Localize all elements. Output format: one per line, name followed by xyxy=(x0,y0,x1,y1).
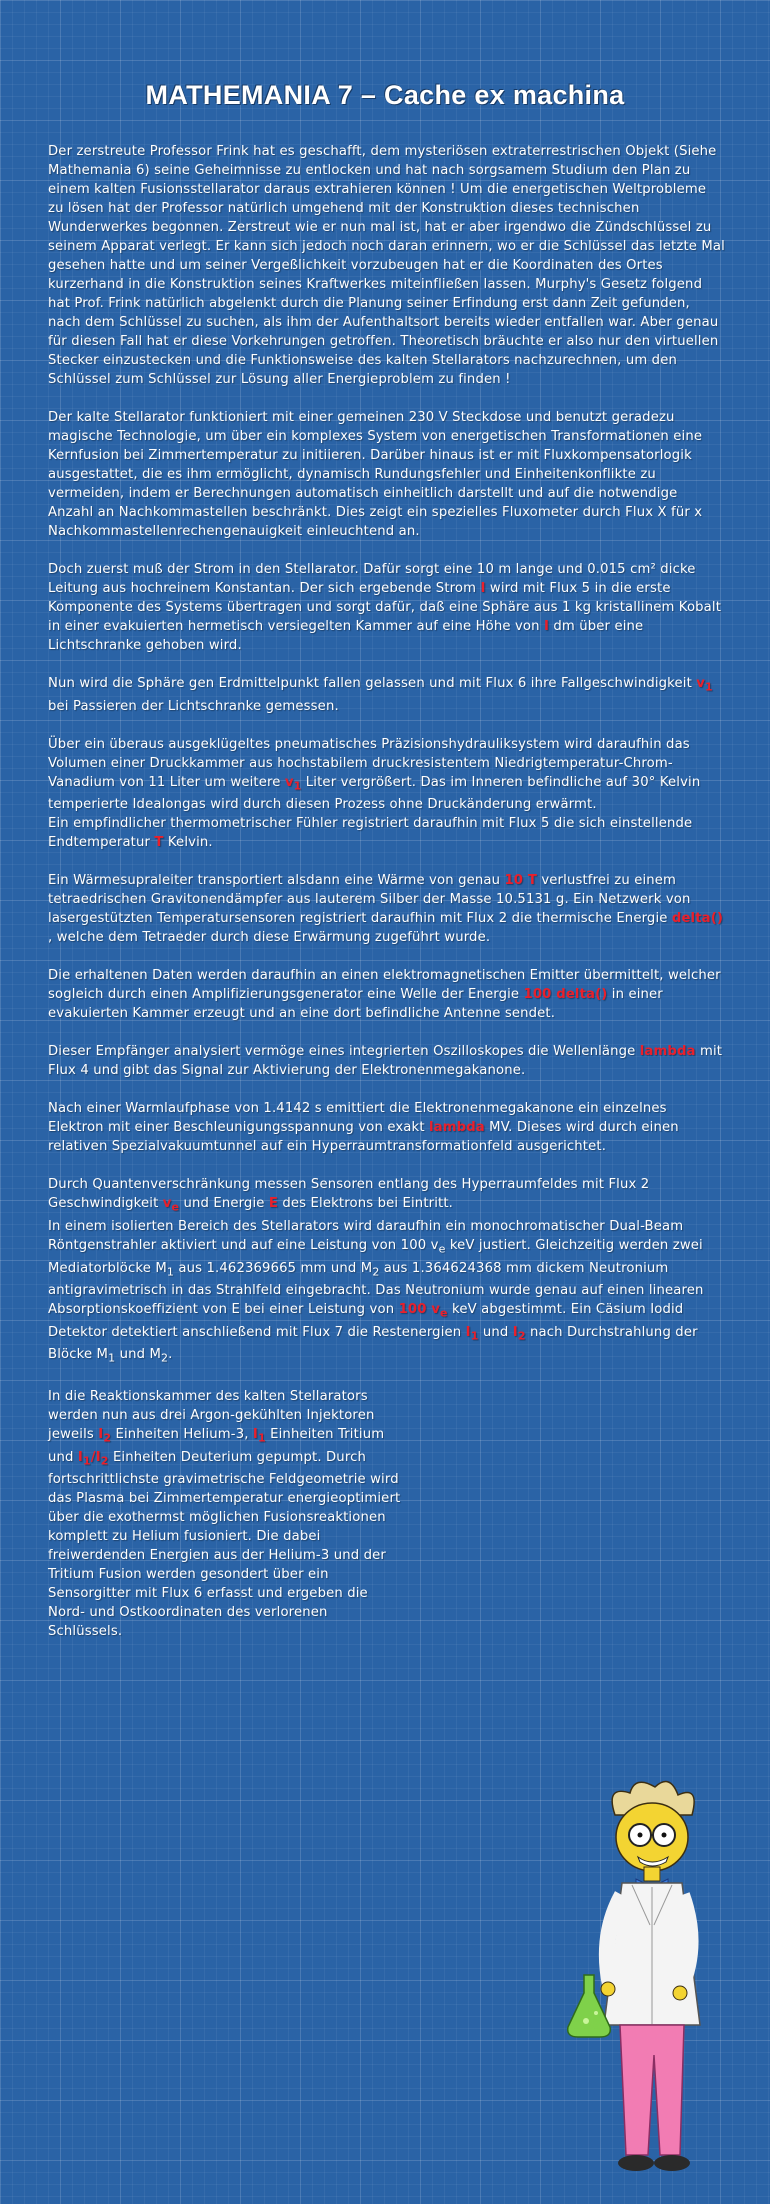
variable-rest-energy-2: $I_2$ xyxy=(512,1324,526,1343)
variable-delta: delta() xyxy=(671,911,724,927)
variable-wave-energy: 100 delta() xyxy=(523,987,608,1003)
stellarator-paragraph: Der kalte Stellarator funktioniert mit einer gemeinen 230 V Steckdose und benutzt geradezu magische Technologie, um über ein komplexes System von energetischen Transformationen eine Kernfusion bei Zimmertemperatur zu initiieren. Darüber hinaus ist er mit Fluxkompensatorlogik ausgestattet, die es ihm ermöglicht, dynamisch Rundungsfehler und Einheitenkonflikte zu vermeiden, indem er Berechnungen automatisch einheitlich darstellt und auf die notwendige Anzahl an Nachkommastellen beschränkt. Dies zeigt ein spezielles Fluxometer durch Flux X für x Nachkommastellenrechengenauigkeit einleuchtend an. xyxy=(48,410,703,539)
variable-power: 100 $v_e$ xyxy=(398,1302,448,1320)
receiver-paragraph: Dieser Empfänger analysiert vermöge eines integrierten Oszilloskopes die Wellenlänge lambda mit Flux 4 und gibt das Signal zur Aktivierung der Elektronenmegakanone. xyxy=(48,1044,723,1079)
variable-lambda: lambda xyxy=(639,1044,696,1060)
variable-current: I xyxy=(480,581,486,596)
variable-helium: $I_2$ xyxy=(98,1427,112,1445)
variable-volume: $v_1$ xyxy=(284,774,302,793)
gas-paragraph: Über ein überaus ausgeklügeltes pneumatisches Präzisionshydrauliksystem wird daraufhin das Volumen einer Druckkammer aus hochstabilem druckresistentem Niedrigtemperatur-Chrom-Vanadium von 11 Liter um weitere $v_1$ Liter vergrößert. Das im Inneren befindliche auf 30° Kelvin temperierte Idealongas wird durch diesen Prozess ohne Druckänderung erwärmt. Ein empfindlicher thermometrischer Fühler registriert daraufhin mit Flux 5 die sich einstellende Endtemperatur T Kelvin. xyxy=(48,736,701,851)
current-paragraph: Doch zuerst muß der Strom in den Stellarator. Dafür sorgt eine 10 m lange und 0.015 cm² dicke Leitung aus hochreinem Konstantan. Der sich ergebende Strom I wird mit Flux 5 in die erste Komponente des Systems übertragen und sorgt dafür, daß eine Sphäre aus 1 kg kristallinem Kobalt in einer evakuierten hermetisch versiegelten Kammer auf eine Höhe von I dm über eine Lichtschranke gehoben wird. xyxy=(48,562,722,653)
variable-electron-velocity: $v_e$ xyxy=(162,1196,180,1214)
variable-rest-energy-1: $I_1$ xyxy=(465,1324,479,1343)
variable-heat: 10 T xyxy=(504,873,537,889)
page-title: MATHEMANIA 7 – Cache ex machina xyxy=(145,80,625,111)
variable-deuterium: $I_1/I_2$ xyxy=(77,1449,109,1468)
heat-paragraph: Ein Wärmesupraleiter transportiert alsdann eine Wärme von genau 10 T verlustfrei zu einem tetraedrischen Gravitonendämpfer aus lauterem Silber der Masse 10.5131 g. Ein Netzwerk von lasergestützten Temperatursensoren registriert daraufhin mit Flux 2 die thermische Energie delta() , welche dem Tetraeder durch diese Erwärmung zugeführt wurde. xyxy=(48,873,724,946)
variable-velocity: $v_1$ xyxy=(696,676,713,694)
variable-energy: E xyxy=(268,1196,279,1212)
electron-paragraph: Nach einer Warmlaufphase von 1.4142 s emittiert die Elektronenmegakanone ein einzelnes Elektron mit einer Beschleunigungsspannung von exakt lambda MV. Dieses wird durch einen relativen Spezialvakuumtunnel auf ein Hyperraumtransformationfeld ausgerichtet. xyxy=(48,1101,679,1155)
emitter-paragraph: Die erhaltenen Daten werden daraufhin an einen elektromagnetischen Emitter übermittelt, welcher sogleich durch einen Amplifizierungsgenerator eine Welle der Energie 100 delta() in einer evakuierten Kammer erzeugt und an eine dort befindliche Antenne sendet. xyxy=(48,968,721,1022)
variable-voltage: lambda xyxy=(429,1120,485,1136)
fall-paragraph: Nun wird die Sphäre gen Erdmittelpunkt fallen gelassen und mit Flux 6 ihre Fallgeschwindigkeit $v_1$ bei Passieren der Lichtschranke gemessen. xyxy=(48,676,713,714)
fusion-paragraph: In die Reaktionskammer des kalten Stellarators werden nun aus drei Argon-gekühlten Injektoren jeweils $I_2$ Einheiten Helium-3, $I_1$ Einheiten Tritium und $I_1/I_2$ Einheiten Deuterium gepumpt. Durch fortschrittlichste gravimetrische Feldgeometrie wird das Plasma bei Zimmertemperatur energieoptimiert über die exothermst möglichen Fusionsreaktionen komplett zu Helium fusioniert. Die dabei freiwerdenden Energien aus der Helium-3 und der Tritium Fusion werden gesondert über ein Sensorgitter mit Flux 6 erfasst und ergeben die Nord- und Ostkoordinaten des verlorenen Schlüssels. xyxy=(48,1389,401,1640)
variable-height: I xyxy=(544,619,550,634)
intro-paragraph: Der zerstreute Professor Frink hat es geschafft, dem mysteriösen extraterrestrischen Objekt (Siehe Mathemania 6) seine Geheimnisse zu entlocken und hat nach sorgsamem Studium den Plan zu einem kalten Fusionsstellarator daraus extrahieren können ! Um die energetischen Weltprobleme zu lösen hat der Professor natürlich umgehend mit der Konstruktion dieses technischen Wunderwerkes begonnen. Zerstreut wie er nun mal ist, hat er aber irgendwo die Zündschlüssel zu seinem Apparat verlegt. Er kann sich jedoch noch daran erinnern, wo er die Schlüssel das letzte Mal gesehen hatte und um seiner Vergeßlichkeit vorzubeugen hat er die Koordinaten des Ortes kurzerhand in die Konstruktion seines Kraftwerkes miteinfließen lassen. Murphy's Gesetz folgend hat Prof. Frink natürlich abgelenkt durch die Planung seiner Erfindung erst dann Zeit gefunden, nach dem Schlüssel zu suchen, als ihm der Aufenthaltsort bereits wieder entfallen war. Aber genau für diesen Fall hat er diese Vorkehrungen getroffen. Theoretisch bräuchte er also nur den virtuellen Stecker einzustecken und die Funktionsweise des kalten Stellarators nachzurechnen, um den Schlüssel zum Schlüssel zur Lösung aller Energieproblem zu finden ! xyxy=(48,144,725,387)
variable-tritium: $I_1$ xyxy=(252,1427,266,1445)
variable-temperature: T xyxy=(154,835,164,851)
puzzle-text xyxy=(48,142,726,1660)
xray-paragraph: Durch Quantenverschränkung messen Sensoren entlang des Hyperraumfeldes mit Flux 2 Geschwindigkeit $v_e$ und Energie E des Elektrons bei Eintritt. In einem isolierten Bereich des Stellarators wird daraufhin ein monochromatischer Dual-Beam Röntgenstrahler aktiviert und auf eine Leistung von 100 $v_e$ keV justiert. Gleichzeitig werden zwei Mediatorblöcke $M_1$ aus 1.462369665 mm und $M_2$ aus 1.364624368 mm dickem Neutronium antigravimetrisch in das Strahlfeld eingebracht. Das Neutronium wurde genau auf einen linearen Absorptionskoeffizient von E bei einer Leistung von 100 $v_e$ keV abgestimmt. Ein Cäsium Iodid Detektor detektiert anschließend mit Flux 7 die Restenergien $I_1$ und $I_2$ nach Durchstrahlung der Blöcke $M_1$ und $M_2$. xyxy=(48,1177,704,1366)
professor-frink-illustration xyxy=(560,1775,740,2185)
